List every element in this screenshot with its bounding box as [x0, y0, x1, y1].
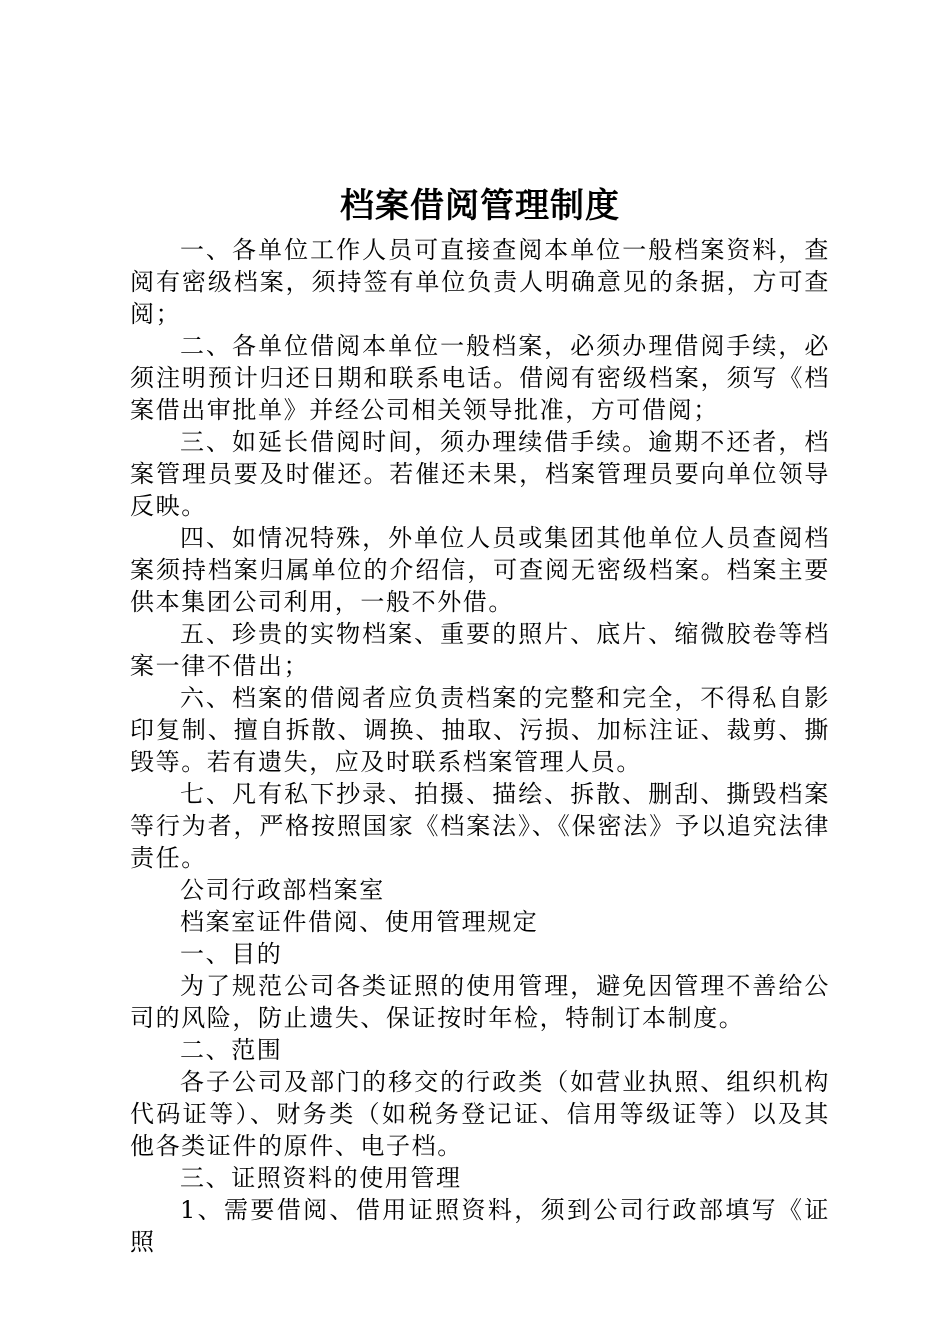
usage-item-1: 1、需要借阅、借用证照资料，须到公司行政部填写《证照 — [130, 1196, 830, 1256]
purpose-heading: 一、目的 — [180, 940, 283, 968]
scope-heading: 二、范围 — [180, 1036, 283, 1064]
purpose-paragraph: 为了规范公司各类证照的使用管理，避免因管理不善给公司的风险，防止遗失、保证按时年检，特制订本制度。 — [130, 972, 830, 1032]
document-title: 档案借阅管理制度 — [340, 186, 620, 226]
issuer-line: 公司行政部档案室 — [180, 876, 385, 904]
rule-6-paragraph: 六、档案的借阅者应负责档案的完整和完全，不得私自影印复制、擅自拆散、调换、抽取、污损、加标注证、裁剪、撕毁等。若有遗失，应及时联系档案管理人员。 — [130, 684, 830, 776]
usage-heading: 三、证照资料的使用管理 — [180, 1164, 462, 1192]
rule-2-paragraph: 二、各单位借阅本单位一般档案，必须办理借阅手续，必须注明预计归还日期和联系电话。借阅有密级档案，须写《档案借出审批单》并经公司相关领导批准，方可借阅； — [130, 332, 830, 424]
scope-paragraph: 各子公司及部门的移交的行政类（如营业执照、组织机构代码证等）、财务类（如税务登记证、信用等级证等）以及其他各类证件的原件、电子档。 — [130, 1068, 830, 1160]
document-page — [130, 178, 830, 1258]
rule-1-paragraph: 一、各单位工作人员可直接查阅本单位一般档案资料，查阅有密级档案，须持签有单位负责人明确意见的条据，方可查阅； — [130, 236, 830, 328]
rule-3-paragraph: 三、如延长借阅时间，须办理续借手续。逾期不还者，档案管理员要及时催还。若催还未果，档案管理员要向单位领导反映。 — [130, 428, 830, 520]
section-heading: 档案室证件借阅、使用管理规定 — [180, 908, 539, 936]
rule-7-paragraph: 七、凡有私下抄录、拍摄、描绘、拆散、删刮、撕毁档案等行为者，严格按照国家《档案法》、《保密法》予以追究法律责任。 — [130, 780, 830, 872]
rule-5-paragraph: 五、珍贵的实物档案、重要的照片、底片、缩微胶卷等档案一律不借出； — [130, 620, 830, 680]
rule-4-paragraph: 四、如情况特殊，外单位人员或集团其他单位人员查阅档案须持档案归属单位的介绍信，可查阅无密级档案。档案主要供本集团公司利用，一般不外借。 — [130, 524, 830, 616]
